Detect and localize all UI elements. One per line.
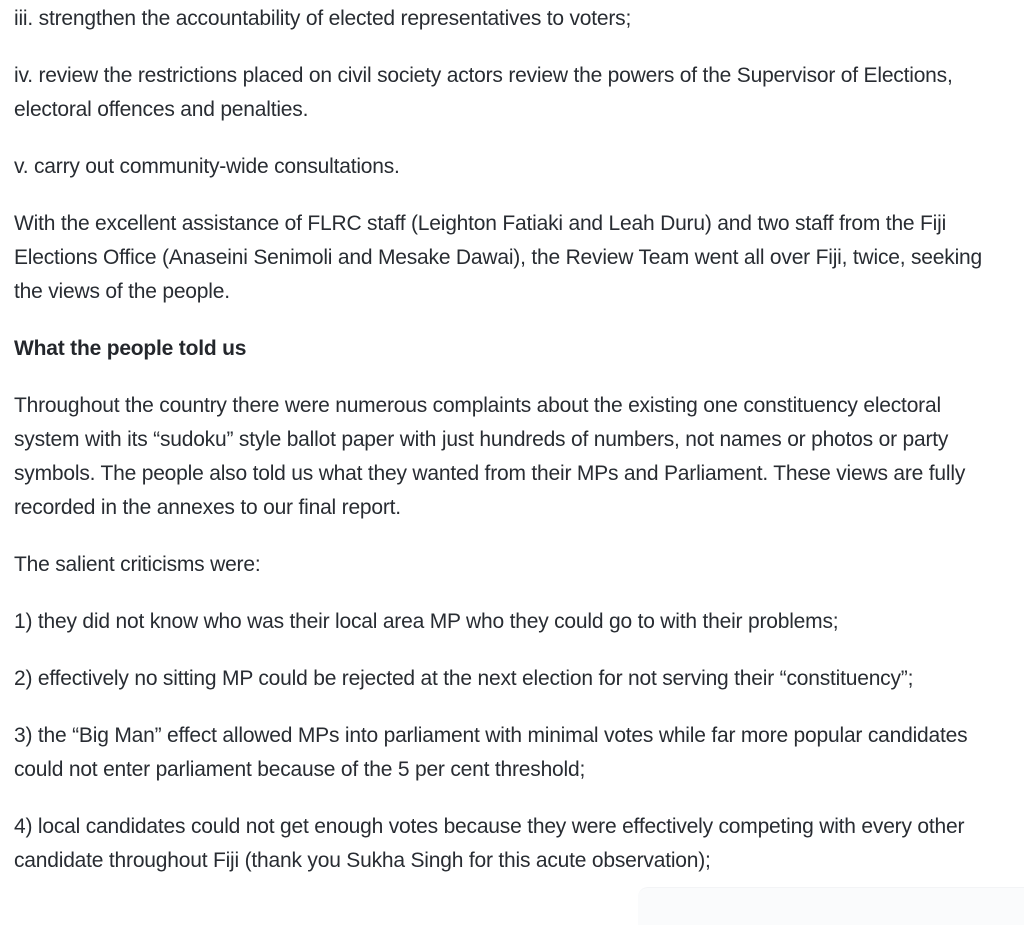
- paragraph-criticism-2: 2) effectively no sitting MP could be rejected at the next election for not serving their “constituency”;: [14, 667, 914, 690]
- paragraph-criticism-3: 3) the “Big Man” effect allowed MPs into parliament with minimal votes while far more popular candidates could not enter parliament because of the 5 per cent threshold;: [14, 724, 968, 781]
- paragraph-criticism-1: 1) they did not know who was their local area MP who they could go to with their problems;: [14, 610, 839, 633]
- heading-what-the-people-told-us: What the people told us: [14, 337, 247, 360]
- paragraph-complaints: Throughout the country there were numerous complaints about the existing one constituency electoral system with its “sudoku” style ballot paper with just hundreds of numbers, not names or photos or party symbols. The people also told us what they wanted from their MPs and Parliament. These views are fully recorded in the annexes to our final report.: [14, 394, 966, 519]
- paragraph-review-team: With the excellent assistance of FLRC staff (Leighton Fatiaki and Leah Duru) and two staff from the Fiji Elections Office (Anaseini Senimoli and Mesake Dawai), the Review Team went all over Fiji, twice, seeking the views of the people.: [14, 212, 982, 303]
- paragraph-point-iv: iv. review the restrictions placed on civil society actors review the powers of the Supervisor of Elections, electoral offences and penalties.: [14, 64, 953, 121]
- bottom-right-overlay-edge: [638, 887, 1024, 925]
- paragraph-point-v: v. carry out community-wide consultations.: [14, 155, 400, 178]
- paragraph-point-iii: iii. strengthen the accountability of elected representatives to voters;: [14, 7, 632, 30]
- paragraph-salient-criticisms-intro: The salient criticisms were:: [14, 553, 261, 576]
- paragraph-criticism-4: 4) local candidates could not get enough votes because they were effectively competing with every other candidate throughout Fiji (thank you Sukha Singh for this acute observation);: [14, 815, 965, 872]
